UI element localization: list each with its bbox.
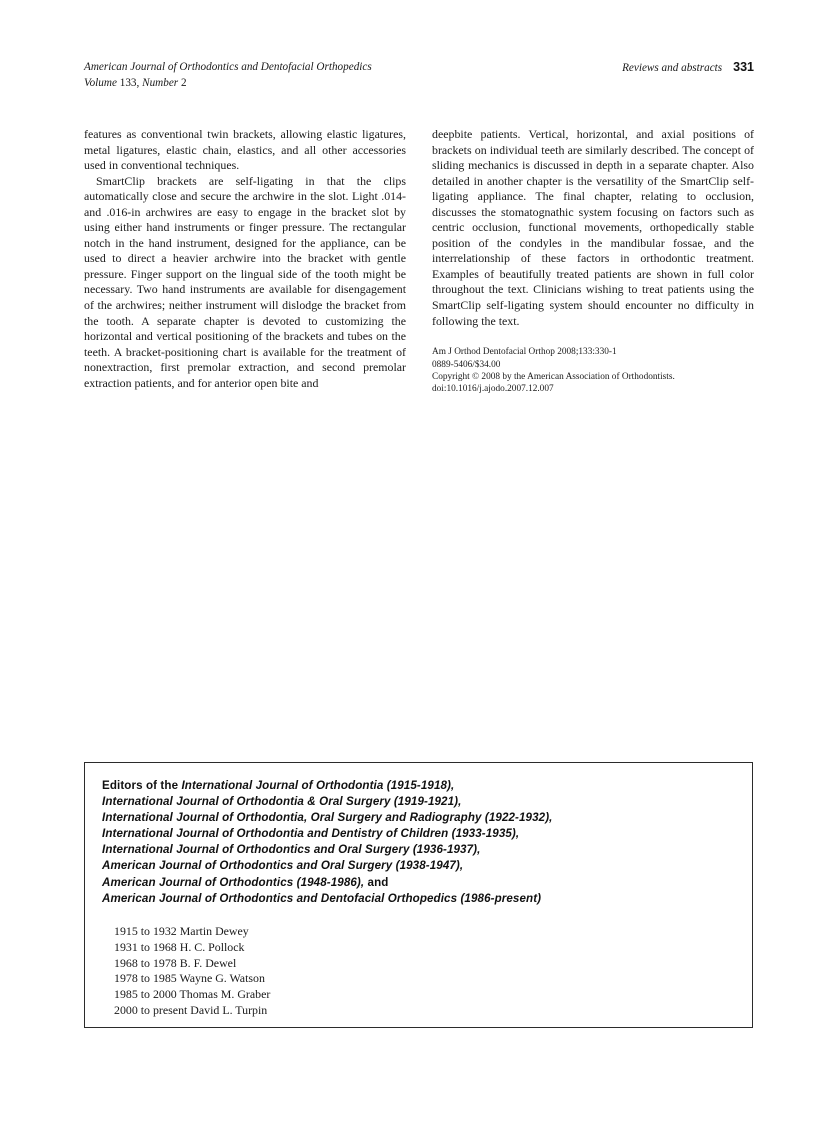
section-title: Reviews and abstracts (622, 62, 723, 74)
editors-journal-line (102, 778, 752, 794)
editors-journal-line (102, 891, 752, 907)
number-label: Number (142, 76, 179, 89)
citation-block (432, 346, 754, 396)
editors-journal-title: International Journal of Orthodontics and Oral Surgery (1936-1937), (102, 843, 481, 857)
editors-journal-line (102, 842, 752, 858)
editors-journal-title: International Journal of Orthodontia, Oral Surgery and Radiography (1922-1932), (102, 811, 553, 825)
editors-journal-line (102, 875, 752, 891)
editors-journal-line (102, 858, 752, 874)
page-number: 331 (733, 60, 754, 74)
editors-names-list (102, 924, 752, 1019)
paragraph-continued: features as conventional twin brackets, allowing elastic ligatures, metal ligatures, elastic chain, elastics, and all other accessories used in conventional techniques. (84, 127, 406, 173)
citation-line-doi: doi:10.1016/j.ajodo.2007.12.007 (432, 384, 554, 395)
number-value: 2 (180, 76, 187, 89)
editors-journal-title: American Journal of Orthodontics and Dentofacial Orthopedics (1986-present) (102, 891, 542, 905)
editor-entry: 1968 to 1978 B. F. Dewel (114, 955, 237, 970)
volume-label: Volume (84, 76, 117, 89)
right-column (432, 127, 754, 396)
citation-line-reference: Am J Orthod Dentofacial Orthop 2008;133:330-1 (432, 347, 617, 358)
citation-line-copyright: Copyright © 2008 by the American Association of Orthodontists. (432, 371, 675, 382)
journal-title: American Journal of Orthodontics and Dentofacial Orthopedics (84, 61, 372, 73)
editor-entry: 1978 to 1985 Wayne G. Watson (114, 971, 265, 986)
left-column (84, 127, 406, 396)
body-columns (84, 127, 754, 396)
editors-journal-title: International Journal of Orthodontia & Oral Surgery (1919-1921), (102, 795, 462, 809)
volume-issue-line (84, 76, 372, 92)
running-head (84, 60, 754, 91)
editors-journal-tail: and (364, 875, 389, 889)
editors-intro-lead: Editors of the (102, 779, 182, 792)
running-head-left (84, 60, 372, 91)
editors-journal-title: American Journal of Orthodontics (1948-1986), (102, 875, 365, 889)
editors-journal-line (102, 826, 752, 842)
editor-entry: 1985 to 2000 Thomas M. Graber (114, 987, 271, 1002)
editor-entry: 1931 to 1968 H. C. Pollock (114, 939, 245, 954)
editor-entry: 1915 to 1932 Martin Dewey (114, 923, 249, 938)
editor-entry: 2000 to present David L. Turpin (114, 1003, 268, 1018)
running-head-right (622, 60, 754, 74)
volume-number: 133, (119, 76, 140, 89)
paragraph-smartclip-brackets: SmartClip brackets are self-ligating in that the clips automatically close and secure the archwire in the slot. Light .014- and .016-in archwires are easy to engage in the bracket slot by using either hand instruments or finger pressure. The rectangular notch in the hand instrument, designed for the appliance, can be used to direct a heavier archwire into the bracket with gentle pressure. Finger support on the lingual side of the tooth might be necessary. Two hand instruments are available for disengagement of the archwires; neither instrument will dislodge the bracket from the tooth. A separate chapter is devoted to customizing the horizontal and vertical positioning of the brackets and tubes on the teeth. A bracket-positioning chart is available for the treatment of nonextraction, first premolar extraction, and second premolar extraction patients, and for anterior open bite and (84, 173, 406, 390)
editors-box (84, 762, 753, 1028)
editors-box-content (85, 763, 752, 1019)
editors-journal-title: International Journal of Orthodontia (1915-1918), (181, 779, 455, 792)
editors-journal-title: International Journal of Orthodontia and Dentistry of Children (1933-1935), (102, 827, 520, 841)
editors-journal-line (102, 794, 752, 810)
citation-line-issn: 0889-5406/$34.00 (432, 359, 501, 370)
editors-journal-line (102, 810, 752, 826)
editors-journal-title: American Journal of Orthodontics and Oral Surgery (1938-1947), (102, 859, 464, 873)
paragraph-deepbite: deepbite patients. Vertical, horizontal, and axial positions of brackets on individual teeth are similarly described. The concept of sliding mechanics is discussed in depth in a separate chapter. Also detailed in another chapter is the versatility of the SmartClip self-ligating appliance. The final chapter, relating to occlusion, discusses the stomatognathic system focusing on factors such as centric occlusion, functional movements, orthopedically stable position of the condyles in the mandibular fossae, and the interrelationship of these factors in orthodontic treatment. Examples of beautifully treated patients are shown in full color throughout the text. Clinicians wishing to treat patients using the SmartClip self-ligating system should encounter no difficulty in following the text. (432, 127, 754, 328)
